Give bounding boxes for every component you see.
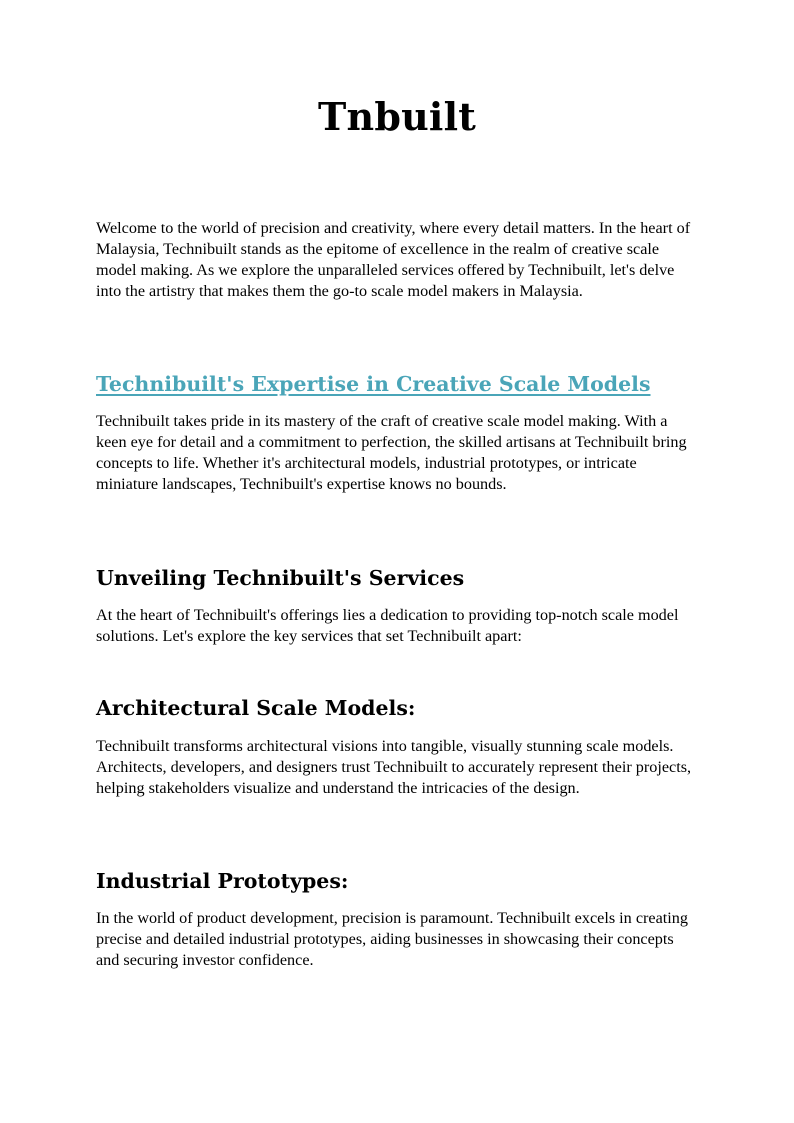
architectural-paragraph: Technibuilt transforms architectural visions into tangible, visually stunning scale models. Architects, developers, and designers trust Technibuilt to accurately represent their projects, helping stakeholders visualize and understand the intricacies of the design. xyxy=(96,737,692,797)
industrial-paragraph: In the world of product development, precision is paramount. Technibuilt excels in creating precise and detailed industrial prototypes, aiding businesses in showcasing their concepts and securing investor confidence. xyxy=(96,909,688,969)
architectural-heading: Architectural Scale Models: xyxy=(96,696,416,720)
expertise-heading-link[interactable]: Technibuilt's Expertise in Creative Scale Models xyxy=(96,372,651,396)
services-paragraph: At the heart of Technibuilt's offerings lies a dedication to providing top-notch scale model solutions. Let's explore the key services that set Technibuilt apart: xyxy=(96,606,679,645)
services-heading: Unveiling Technibuilt's Services xyxy=(96,566,465,590)
intro-paragraph: Welcome to the world of precision and creativity, where every detail matters. In the heart of Malaysia, Technibuilt stands as the epitome of excellence in the realm of creative scale model making. As we explore the unparalleled services offered by Technibuilt, let's delve into the artistry that makes them the go-to scale model makers in Malaysia. xyxy=(96,219,691,300)
section-expertise-body xyxy=(96,411,696,495)
expertise-paragraph: Technibuilt takes pride in its mastery of the craft of creative scale model making. With a keen eye for detail and a commitment to perfection, the skilled artisans at Technibuilt bring concepts to life. Whether it's architectural models, industrial prototypes, or intricate miniature landscapes, Technibuilt's expertise knows no bounds. xyxy=(96,412,687,493)
intro-section xyxy=(96,218,696,302)
section-services-body xyxy=(96,605,696,647)
page-title: Tnbuilt xyxy=(318,94,476,139)
section-architectural xyxy=(96,694,696,722)
section-architectural-body xyxy=(96,736,696,799)
industrial-heading: Industrial Prototypes: xyxy=(96,869,349,893)
section-industrial-body xyxy=(96,908,696,971)
section-expertise xyxy=(96,370,696,398)
section-services xyxy=(96,564,696,592)
section-industrial xyxy=(96,867,696,895)
